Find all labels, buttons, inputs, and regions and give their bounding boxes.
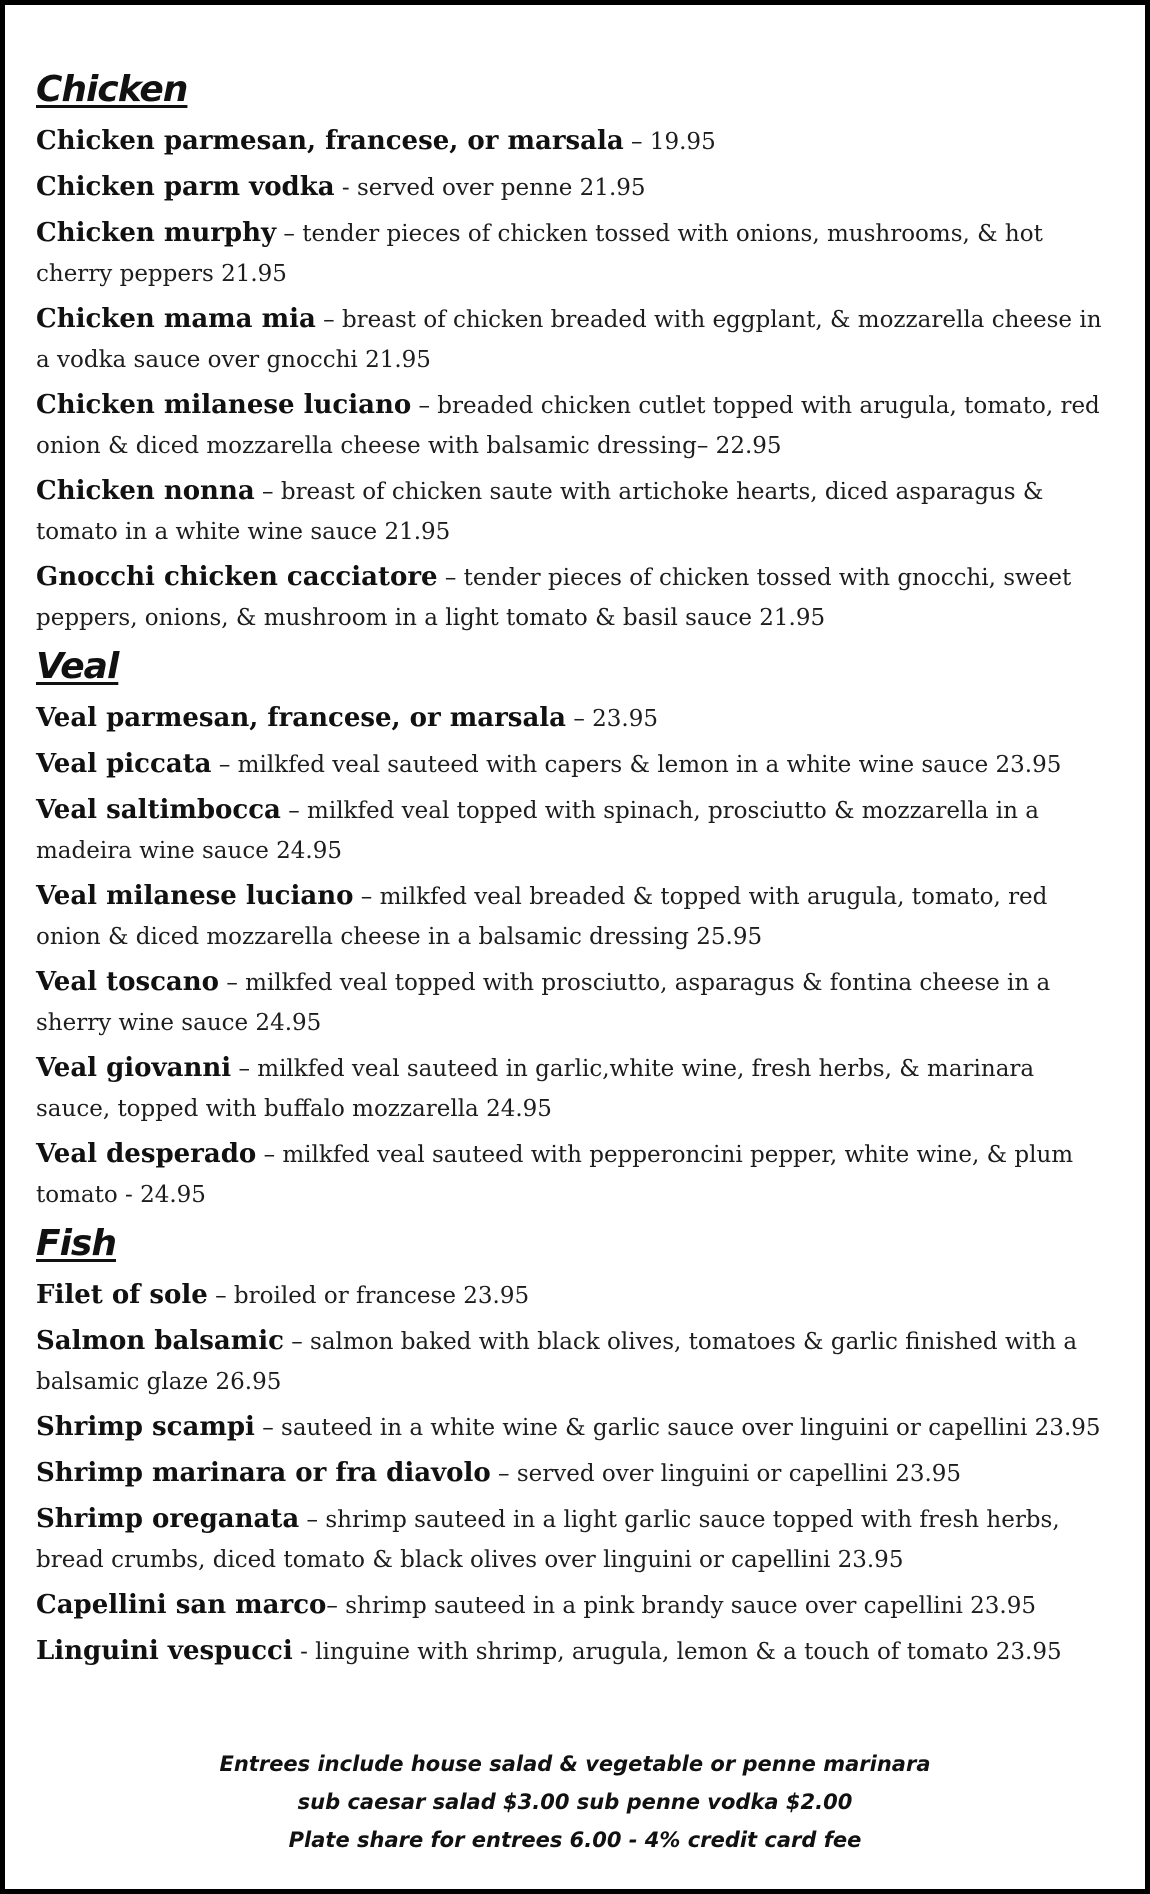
menu-item (36, 385, 1105, 466)
item-name: Chicken mama mia (36, 304, 316, 334)
item-desc: – 23.95 (566, 706, 658, 732)
item-desc: – tender pieces of chicken tossed with onions, mushrooms, & hot cherry peppers 21.95 (36, 221, 1043, 287)
footer-line-1: Entrees include house salad & vegetable or penne marinara (219, 1752, 931, 1776)
menu-item (36, 213, 1105, 294)
item-name: Filet of sole (36, 1280, 208, 1310)
item-name: Chicken murphy (36, 218, 277, 248)
item-name: Veal saltimbocca (36, 795, 281, 825)
item-desc: – breaded chicken cutlet topped with arugula, tomato, red onion & diced mozzarella cheese with balsamic dressing– 22.95 (36, 393, 1100, 459)
item-desc: – milkfed veal sauteed in garlic,white wine, fresh herbs, & marinara sauce, topped with buffalo mozzarella 24.95 (36, 1056, 1035, 1122)
item-desc: - served over penne 21.95 (334, 175, 646, 201)
item-desc: – breast of chicken saute with artichoke hearts, diced asparagus & tomato in a white wine sauce 21.95 (36, 479, 1044, 545)
menu-item (36, 1275, 1105, 1316)
menu-item (36, 1453, 1105, 1494)
item-name: Veal milanese luciano (36, 881, 354, 911)
item-desc: – milkfed veal sauteed with capers & lemon in a white wine sauce 23.95 (211, 752, 1062, 778)
menu-item (36, 790, 1105, 871)
section-title-chicken: Chicken (36, 69, 188, 110)
item-desc: – shrimp sauteed in a pink brandy sauce over capellini 23.95 (326, 1593, 1036, 1619)
menu-item (36, 471, 1105, 552)
menu-item (36, 876, 1105, 957)
item-name: Chicken milanese luciano (36, 390, 412, 420)
item-name: Veal desperado (36, 1139, 257, 1169)
item-desc: – breast of chicken breaded with eggplant, & mozzarella cheese in a vodka sauce over gnocchi 21.95 (36, 307, 1102, 373)
menu-item (36, 698, 1105, 739)
item-desc: – 19.95 (623, 129, 716, 155)
footer-line-2: sub caesar salad $3.00 sub penne vodka $2.00 (297, 1790, 853, 1814)
menu-item (36, 744, 1105, 785)
menu-item (36, 962, 1105, 1043)
menu-item (36, 167, 1105, 208)
item-name: Gnocchi chicken cacciatore (36, 562, 438, 592)
menu-item (36, 1631, 1105, 1672)
menu-item (36, 121, 1105, 162)
item-name: Salmon balsamic (36, 1326, 284, 1356)
item-desc: – milkfed veal breaded & topped with arugula, tomato, red onion & diced mozzarella cheese in a balsamic dressing 25.95 (36, 884, 1048, 950)
menu-item (36, 1048, 1105, 1129)
section-veal (36, 644, 1105, 1215)
menu-item (36, 557, 1105, 638)
section-title-veal: Veal (36, 646, 119, 687)
item-desc: - linguine with shrimp, arugula, lemon & a touch of tomato 23.95 (292, 1639, 1062, 1665)
menu-item (36, 1321, 1105, 1402)
footer-notes (5, 1745, 1145, 1859)
item-desc: – milkfed veal topped with spinach, prosciutto & mozzarella in a madeira wine sauce 24.95 (36, 798, 1039, 864)
item-name: Chicken parmesan, francese, or marsala (36, 126, 624, 156)
item-desc: – milkfed veal topped with prosciutto, asparagus & fontina cheese in a sherry wine sauce 24.95 (36, 970, 1051, 1036)
item-desc: – served over linguini or capellini 23.95 (490, 1461, 962, 1487)
item-name: Veal toscano (36, 967, 220, 997)
menu-item (36, 299, 1105, 380)
menu-item (36, 1585, 1105, 1626)
item-name: Shrimp oreganata (36, 1504, 300, 1534)
section-fish (36, 1221, 1105, 1672)
item-desc: – sauteed in a white wine & garlic sauce over linguini or capellini 23.95 (254, 1415, 1101, 1441)
item-desc: – salmon baked with black olives, tomatoes & garlic finished with a balsamic glaze 26.95 (36, 1329, 1078, 1395)
item-desc: – broiled or francese 23.95 (207, 1283, 530, 1309)
item-name: Chicken parm vodka (36, 172, 335, 202)
item-name: Veal giovanni (36, 1053, 232, 1083)
item-name: Linguini vespucci (36, 1636, 293, 1666)
item-desc: – shrimp sauteed in a light garlic sauce topped with fresh herbs, bread crumbs, diced tomato & black olives over linguini or capellini 23.95 (36, 1507, 1060, 1573)
section-chicken (36, 67, 1105, 638)
section-title-fish: Fish (36, 1223, 116, 1264)
item-name: Chicken nonna (36, 476, 255, 506)
item-desc: – milkfed veal sauteed with pepperoncini pepper, white wine, & plum tomato - 24.95 (36, 1142, 1074, 1208)
item-name: Capellini san marco (36, 1590, 327, 1620)
menu-item (36, 1134, 1105, 1215)
item-desc: – tender pieces of chicken tossed with gnocchi, sweet peppers, onions, & mushroom in a light tomato & basil sauce 21.95 (36, 565, 1072, 631)
menu-item (36, 1407, 1105, 1448)
item-name: Shrimp scampi (36, 1412, 255, 1442)
item-name: Veal piccata (36, 749, 212, 779)
menu-item (36, 1499, 1105, 1580)
item-name: Shrimp marinara or fra diavolo (36, 1458, 491, 1488)
footer-line-3: Plate share for entrees 6.00 - 4% credit card fee (288, 1828, 862, 1852)
item-name: Veal parmesan, francese, or marsala (36, 703, 567, 733)
